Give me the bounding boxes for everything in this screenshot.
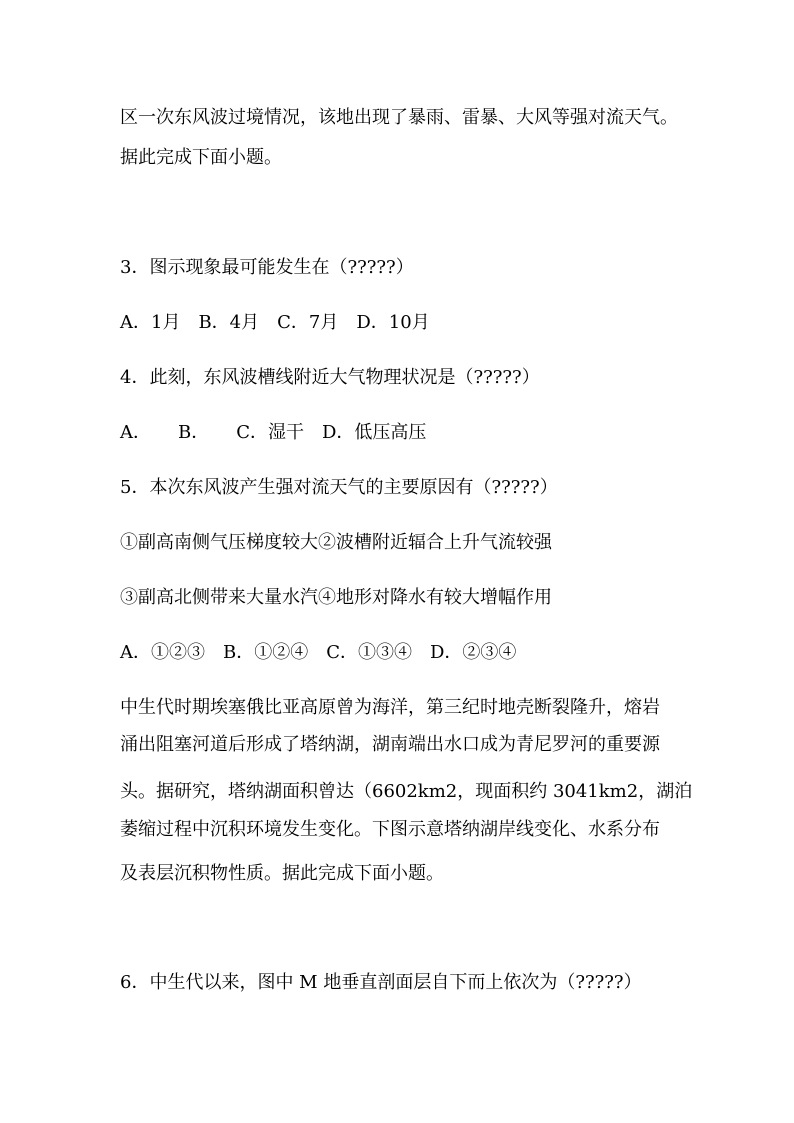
question-5: 5．本次东风波产生强对流天气的主要原因有（?????）	[120, 477, 558, 498]
passage-line: 头。据研究，塔纳湖面积曾达（6602km2，现面积约 3041km2，湖泊	[120, 781, 693, 802]
question-6: 6．中生代以来，图中 M 地垂直剖面层自下而上依次为（?????）	[120, 972, 642, 993]
passage-line: 萎缩过程中沉积环境发生变化。下图示意塔纳湖岸线变化、水系分布	[120, 819, 660, 840]
question-3-options: A．1月 B．4月 C．7月 D．10月	[120, 312, 430, 333]
passage-line: 中生代时期埃塞俄比亚高原曾为海洋，第三纪时地壳断裂隆升，熔岩	[120, 697, 660, 718]
question-4: 4．此刻，东风波槽线附近大气物理状况是（?????）	[120, 367, 540, 388]
passage-line: 涌出阻塞河道后形成了塔纳湖，湖南端出水口成为青尼罗河的重要源	[120, 734, 660, 755]
passage-line: 据此完成下面小题。	[120, 147, 282, 168]
question-3: 3．图示现象最可能发生在（?????）	[120, 257, 414, 278]
question-5-statement: ③副高北侧带来大量水汽④地形对降水有较大增幅作用	[120, 587, 552, 608]
passage-line: 区一次东风波过境情况，该地出现了暴雨、雷暴、大风等强对流天气。	[120, 107, 678, 128]
question-4-options: A． B． C．湿干 D．低压高压	[120, 422, 427, 443]
question-5-statement: ①副高南侧气压梯度较大②波槽附近辐合上升气流较强	[120, 532, 552, 553]
question-5-options: A．①②③ B．①②④ C．①③④ D．②③④	[120, 642, 517, 663]
passage-line: 及表层沉积物性质。据此完成下面小题。	[120, 863, 444, 884]
